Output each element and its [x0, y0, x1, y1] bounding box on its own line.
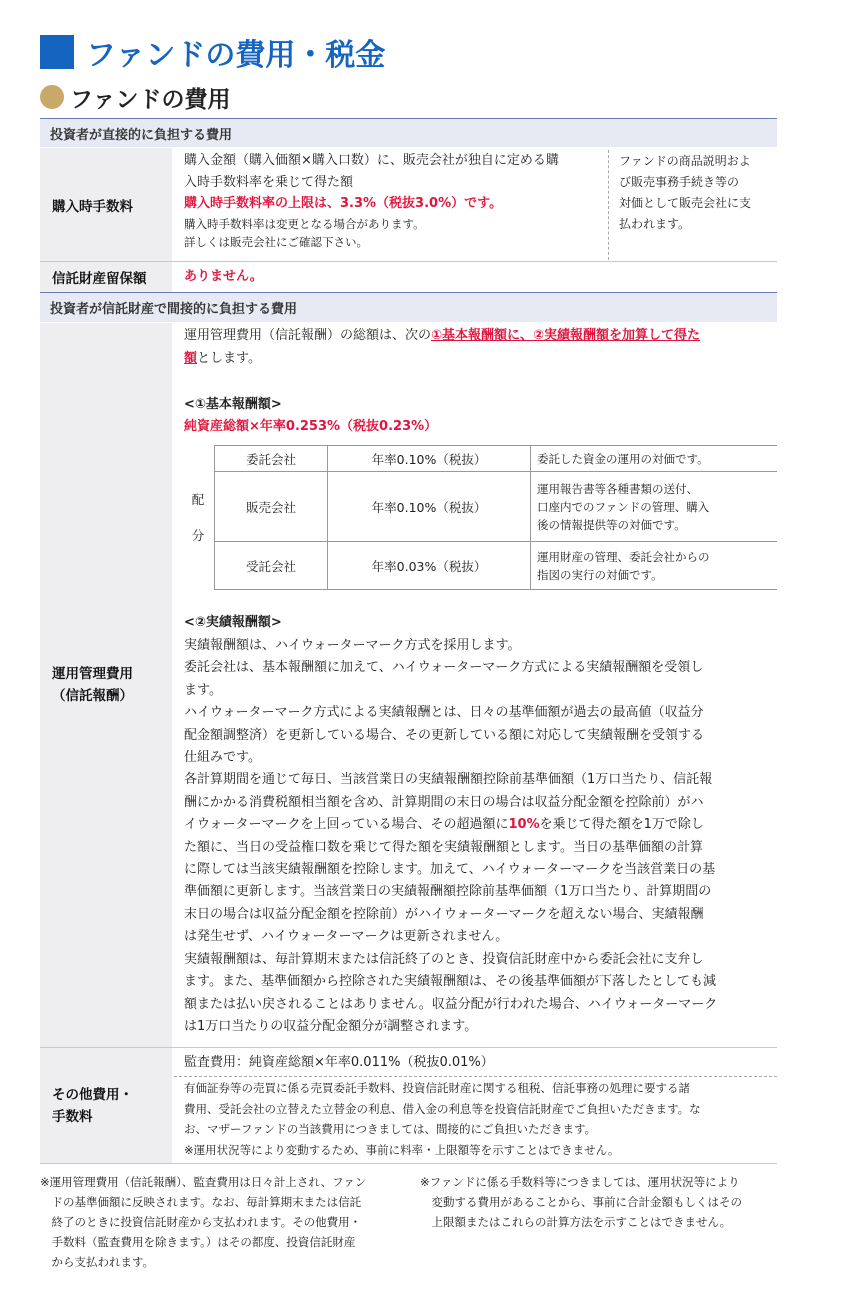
- rate-cell: 年率0.10%（税抜）: [328, 472, 531, 542]
- footnote-line: から支払われます。: [40, 1255, 155, 1269]
- row-divider: [40, 1163, 777, 1164]
- purchase-fee-body: [184, 150, 604, 251]
- title-square-icon: [40, 35, 74, 69]
- perf-line: 実績報酬額は、ハイウォーターマーク方式を採用します。: [184, 638, 521, 653]
- perf-line: 酬にかかる消費税額相当額を含め、計算期間の末日の場合は収益分配金額を控除前）がハ: [184, 794, 704, 810]
- purchase-side-note: [619, 151, 777, 235]
- section-header-indirect: 投資者が信託財産で間接的に負担する費用: [40, 292, 777, 322]
- audit-fee: 監査費用：純資産総額×年率0.011%（税抜0.01%）: [184, 1055, 494, 1070]
- basic-formula: 純資産総額×年率0.253%（税抜0.23%）: [184, 419, 438, 434]
- table-row: [182, 446, 777, 472]
- footnote-line: ドの基準価額に反映されます。なお、毎計算期末または信託: [40, 1195, 362, 1209]
- perf-line: 各計算期間を通じて毎日、当該営業日の実績報酬額控除前基準価額（1万口当たり、信託報: [184, 772, 713, 788]
- other-label2: 手数料: [52, 1108, 93, 1125]
- section-header-direct: 投資者が直接的に負担する費用: [40, 118, 777, 147]
- page-title: [40, 32, 385, 72]
- perf-line: は発生せず、ハイウォーターマークは更新されません。: [184, 929, 509, 945]
- footnote-line: 終了のときに投資信託財産から支払われます。その他費用・: [40, 1215, 362, 1229]
- perf-line: に際しては当該実績報酬額を控除します。加えて、ハイウォーターマークを当該営業日の基: [184, 862, 716, 878]
- desc-line: 運用財産の管理、委託会社からの: [537, 549, 710, 564]
- other-label1: その他費用・: [52, 1086, 133, 1103]
- perf-line: 実績報酬額は、毎計算期末または信託終了のとき、投資信託財産中から委託会社に支弁し: [184, 951, 704, 967]
- purchase-limit: 購入時手数料率の上限は、3.3%（税抜3.0%）です。: [184, 196, 503, 211]
- intro-text-b: とします。: [197, 350, 261, 366]
- intro-text-a: 運用管理費用（信託報酬）の総額は、次の: [184, 328, 432, 343]
- desc-cell: [531, 446, 778, 472]
- purchase-fee-label: 購入時手数料: [40, 148, 172, 261]
- retention-label: 信託財産留保額: [40, 262, 172, 292]
- footnote-line: ※ファンドに係る手数料等につきましては、運用状況等により: [420, 1175, 740, 1189]
- other-line: お、マザーファンドの当該費用につきましては、間接的にご負担いただきます。: [184, 1122, 597, 1136]
- allocation-label-1: 配: [191, 491, 205, 507]
- management-intro: [184, 325, 776, 370]
- perf-line: 配金額調整済）を更新している場合、その更新している額に対応して実績報酬を受領する: [184, 727, 705, 743]
- bullet-dot-icon: [40, 85, 64, 109]
- company-cell: 受託会社: [215, 542, 328, 590]
- management-label1: 運用管理費用: [52, 666, 133, 682]
- subtitle-text: ファンドの費用: [70, 86, 231, 113]
- perf-text: イウォーターマークを上回っている場合、その超過額に: [184, 817, 509, 833]
- section-subtitle: [40, 82, 231, 112]
- desc-cell: [531, 542, 778, 590]
- desc-cell: [531, 472, 778, 542]
- purchase-side3: 対価として販売会社に支: [619, 196, 752, 210]
- perf-line: ハイウォーターマーク方式による実績報酬とは、日々の基準価額が過去の最高値（収益分: [184, 705, 704, 721]
- desc-line: 指図の実行の対価です。: [537, 567, 663, 582]
- footnote-line: 上限額またはこれらの計算方法を示すことはできません。: [420, 1215, 732, 1229]
- perf-line: ます。: [184, 682, 222, 698]
- perf-line: 額または払い戻されることはありません。収益分配が行われた場合、ハイウォーターマーク: [184, 996, 718, 1012]
- other-fee-body: [184, 1078, 776, 1160]
- perf-line: た額に、当日の受益権口数を乗じて得た額を実績報酬額とします。当日の基準価額の計算: [184, 839, 703, 855]
- purchase-line2: 入時手数料率を乗じて得た額: [184, 174, 354, 190]
- table-row: [182, 542, 777, 590]
- perf-line: は1万口当たりの収益分配金額分が調整されます。: [184, 1018, 478, 1034]
- basic-heading: <①基本報酬額>: [184, 397, 282, 412]
- perf-text: を乗じて得た額を1万で除し: [539, 817, 704, 833]
- retention-value: ありません。: [184, 269, 263, 284]
- purchase-divider: [608, 150, 609, 260]
- footnote-line: 変動する費用があることから、事前に合計金額もしくはその: [420, 1195, 742, 1209]
- perf-line: 準価額に更新します。当該営業日の実績報酬額控除前基準価額（1万口当たり、計算期間の: [184, 884, 712, 900]
- desc-line: 運用報告書等各種書類の送付、: [537, 481, 698, 496]
- other-line: 費用、受託会社の立替えた立替金の利息、借入金の利息等を投資信託財産でご負担いただきます。な: [184, 1101, 701, 1116]
- rate-cell: 年率0.03%（税抜）: [328, 542, 531, 590]
- allocation-table: [182, 445, 777, 590]
- other-divider: [174, 1076, 777, 1077]
- other-line: 有価証券等の売買に係る売買委託手数料、投資信託財産に関する租税、信託事務の処理に要する諸: [184, 1081, 690, 1095]
- intro-highlight-a: ①基本報酬額に、②実績報酬額を加算して得た: [431, 328, 701, 343]
- purchase-line1: 購入金額（購入価額×購入口数）に、販売会社が独自に定める購: [184, 153, 559, 168]
- perf-line: 末日の場合は収益分配金額を控除前）がハイウォーターマークを超えない場合、実績報酬: [184, 906, 704, 922]
- company-cell: 販売会社: [215, 472, 328, 542]
- perf-rate-highlight: 10%: [508, 817, 540, 833]
- footnote-line: 手数料（監査費用を除きます。）はその都度、投資信託財産: [40, 1235, 356, 1249]
- purchase-side4: 払われます。: [619, 217, 691, 231]
- desc-line: 後の情報提供等の対価です。: [537, 517, 686, 532]
- purchase-note1: 購入時手数料率は変更となる場合があります。: [184, 216, 425, 231]
- purchase-note2: 詳しくは販売会社にご確認下さい。: [184, 234, 368, 249]
- desc-line: 委託した資金の運用の対価です。: [537, 451, 709, 466]
- company-cell: 委託会社: [215, 446, 328, 472]
- other-fee-label: [40, 1048, 172, 1163]
- performance-heading: <②実績報酬額>: [184, 615, 282, 630]
- purchase-side1: ファンドの商品説明およ: [619, 154, 751, 168]
- footnote-left: [40, 1172, 410, 1272]
- intro-highlight-b: 額: [184, 350, 198, 366]
- perf-line: 委託会社は、基本報酬額に加えて、ハイウォーターマーク方式による実績報酬額を受領し: [184, 660, 704, 676]
- allocation-label-2: 分: [191, 527, 205, 543]
- allocation-label: [182, 446, 215, 590]
- page-title-text: ファンドの費用・税金: [86, 38, 386, 73]
- other-line: ※運用状況等により変動するため、事前に料率・上限額等を示すことはできません。: [184, 1142, 620, 1157]
- management-label2: （信託報酬）: [52, 688, 133, 704]
- table-row: [182, 472, 777, 542]
- rate-cell: 年率0.10%（税抜）: [328, 446, 531, 472]
- performance-body: [184, 635, 776, 1038]
- perf-line: ます。また、基準価額から控除された実績報酬額は、その後基準価額が下落したとしても減: [184, 974, 716, 990]
- purchase-side2: び販売事務手続き等の: [619, 175, 740, 189]
- footnote-line: ※運用管理費用（信託報酬）、監査費用は日々計上され、ファン: [40, 1175, 367, 1189]
- perf-line: 仕組みです。: [184, 750, 261, 766]
- management-fee-label: [40, 323, 172, 1047]
- perf-line: [184, 814, 776, 836]
- desc-line: 口座内でのファンドの管理、購入: [537, 499, 710, 514]
- footnote-right: [420, 1172, 780, 1232]
